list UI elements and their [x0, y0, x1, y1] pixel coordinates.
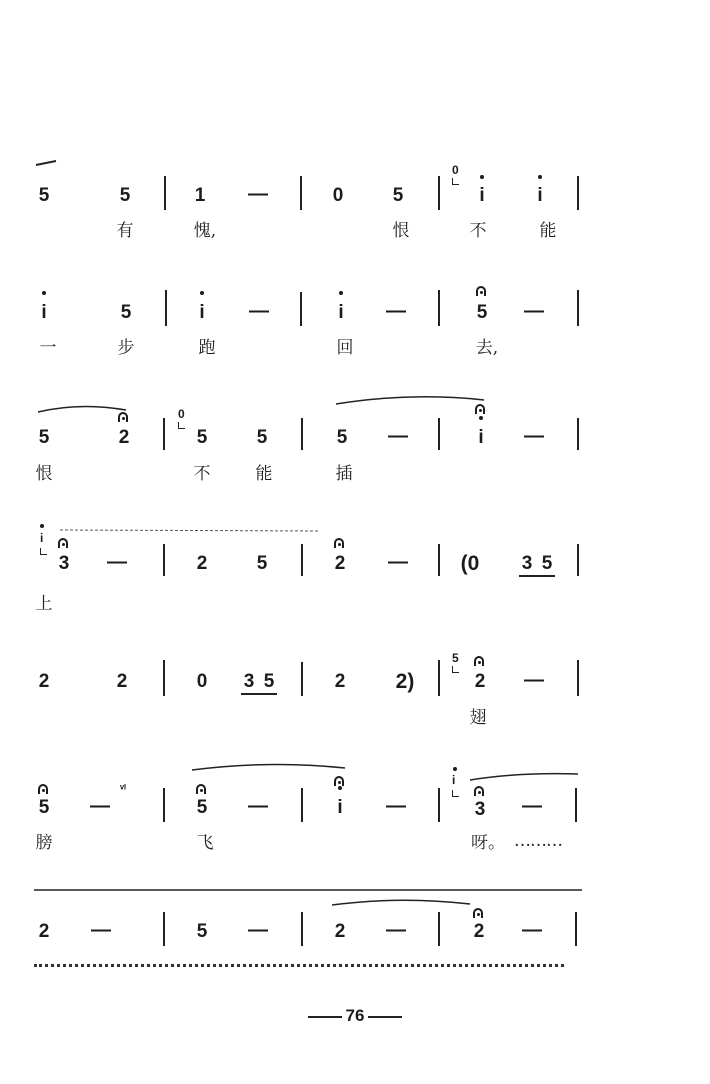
dash: —	[524, 425, 544, 447]
dash: —	[386, 300, 406, 322]
lyric: 跑	[198, 338, 216, 358]
fermata-icon	[37, 784, 51, 794]
breath-mark: ᵛᴵ	[120, 783, 126, 795]
barline	[577, 176, 579, 210]
lyric: 上	[35, 594, 53, 614]
dash: —	[522, 919, 542, 941]
barline	[163, 788, 165, 822]
note: i	[537, 185, 543, 206]
barline	[165, 290, 167, 326]
note: 5	[541, 553, 553, 574]
underline	[241, 693, 277, 695]
underline	[519, 575, 555, 577]
note: 2	[334, 553, 346, 574]
lyric: 不	[193, 464, 211, 484]
grace-hook	[452, 790, 459, 797]
dash: —	[249, 300, 269, 322]
note: i	[338, 302, 344, 323]
note: 1	[194, 185, 206, 206]
dash: —	[107, 551, 127, 573]
page-number-text: 76	[345, 1006, 365, 1025]
fermata-icon	[333, 538, 347, 548]
lyric: 能	[255, 464, 273, 484]
note: 5	[120, 302, 132, 323]
lyric: 插	[335, 464, 353, 484]
lyric: 步	[117, 338, 135, 358]
barline	[301, 418, 303, 450]
lyric: 回	[336, 338, 354, 358]
note: 3	[58, 553, 70, 574]
dash: —	[248, 795, 268, 817]
fermata-icon	[117, 412, 131, 422]
note: 5	[38, 797, 50, 818]
lyric: 能	[539, 221, 557, 241]
octave-dot	[339, 291, 343, 295]
note: 5	[196, 921, 208, 942]
dash: —	[90, 795, 110, 817]
note: 2	[473, 921, 485, 942]
barline	[438, 176, 440, 210]
grace-hook	[452, 666, 459, 673]
note: 3	[521, 553, 533, 574]
barline	[438, 660, 440, 696]
note: 5	[38, 427, 50, 448]
note: 2	[116, 671, 128, 692]
lyric: 膀	[35, 833, 53, 853]
fermata-icon	[195, 784, 209, 794]
note: 2	[38, 921, 50, 942]
fermata-icon	[472, 908, 486, 918]
octave-dot	[42, 291, 46, 295]
note: 5	[476, 302, 488, 323]
dash: —	[248, 919, 268, 941]
dash: —	[388, 425, 408, 447]
barline	[577, 544, 579, 576]
note: 5	[119, 185, 131, 206]
dash: —	[91, 919, 111, 941]
octave-dot	[538, 175, 542, 179]
dash: —	[386, 919, 406, 941]
lyric: 去,	[475, 338, 499, 358]
note: 2	[38, 671, 50, 692]
trailing-dots: ………	[514, 831, 562, 851]
note: 5	[196, 797, 208, 818]
octave-dot	[338, 786, 342, 790]
note: 2	[474, 671, 486, 692]
page-number	[0, 1006, 710, 1026]
note: 3	[243, 671, 255, 692]
barline	[438, 418, 440, 450]
lyric: 不	[469, 221, 487, 241]
fermata-icon	[473, 786, 487, 796]
dash: —	[386, 795, 406, 817]
barline	[163, 660, 165, 696]
note: 3	[474, 799, 486, 820]
note: 2	[196, 553, 208, 574]
barline	[163, 418, 165, 450]
grace-hook	[178, 422, 185, 429]
grace-note: i	[452, 773, 456, 787]
note: 5	[336, 427, 348, 448]
lyric: 飞	[196, 833, 214, 853]
octave-dot	[479, 416, 483, 420]
octave-dot	[200, 291, 204, 295]
barline	[438, 544, 440, 576]
note: i	[478, 427, 484, 448]
barline	[301, 662, 303, 696]
note: 5	[196, 427, 208, 448]
grace-hook	[40, 548, 47, 555]
lyric: 呀。	[471, 833, 505, 853]
note: (0	[460, 552, 480, 575]
octave-dot	[480, 175, 484, 179]
barline	[577, 660, 579, 696]
note: 0	[196, 671, 208, 692]
barline	[575, 912, 577, 946]
dash: —	[524, 300, 544, 322]
note: 2	[118, 427, 130, 448]
dash: —	[248, 183, 268, 205]
barline	[300, 176, 302, 210]
lyric: 恨	[35, 464, 53, 484]
lyric: 恨	[392, 221, 410, 241]
note: 2	[334, 671, 346, 692]
barline	[577, 418, 579, 450]
dotted-continuation-line	[34, 964, 564, 967]
note: 2	[334, 921, 346, 942]
barline	[163, 912, 165, 946]
barline	[575, 788, 577, 822]
barline	[577, 290, 579, 326]
barline	[164, 176, 166, 210]
note: 5	[256, 427, 268, 448]
dash: —	[388, 551, 408, 573]
lyric: 翅	[469, 708, 487, 728]
note: 5	[263, 671, 275, 692]
grace-note: 0	[452, 163, 459, 177]
fermata-icon	[333, 776, 347, 786]
grace-note: i	[40, 531, 44, 545]
note: 2)	[395, 670, 415, 693]
note: 5	[38, 185, 50, 206]
fermata-icon	[474, 404, 488, 414]
note: i	[41, 302, 47, 323]
grace-note: 0	[178, 407, 185, 421]
barline	[301, 788, 303, 822]
page-number-rule	[368, 1016, 402, 1018]
note: i	[199, 302, 205, 323]
octave-dot	[40, 524, 44, 528]
note: i	[479, 185, 485, 206]
lyric: 一	[39, 338, 57, 358]
grace-hook	[452, 178, 459, 185]
note: 5	[256, 553, 268, 574]
fermata-icon	[57, 538, 71, 548]
fermata-icon	[473, 656, 487, 666]
note: i	[337, 797, 343, 818]
lyric: 愧,	[193, 221, 217, 241]
note: 0	[332, 185, 344, 206]
note: 5	[392, 185, 404, 206]
barline	[163, 544, 165, 576]
lyric: 有	[116, 221, 134, 241]
barline	[438, 912, 440, 946]
dash: —	[524, 669, 544, 691]
barline	[301, 912, 303, 946]
fermata-icon	[475, 286, 489, 296]
grace-note: 5	[452, 651, 459, 665]
barline	[300, 292, 302, 326]
octave-dot	[453, 767, 457, 771]
barline	[438, 290, 440, 326]
barline	[301, 544, 303, 576]
barline	[438, 788, 440, 822]
dash: —	[522, 795, 542, 817]
page-number-rule	[308, 1016, 342, 1018]
